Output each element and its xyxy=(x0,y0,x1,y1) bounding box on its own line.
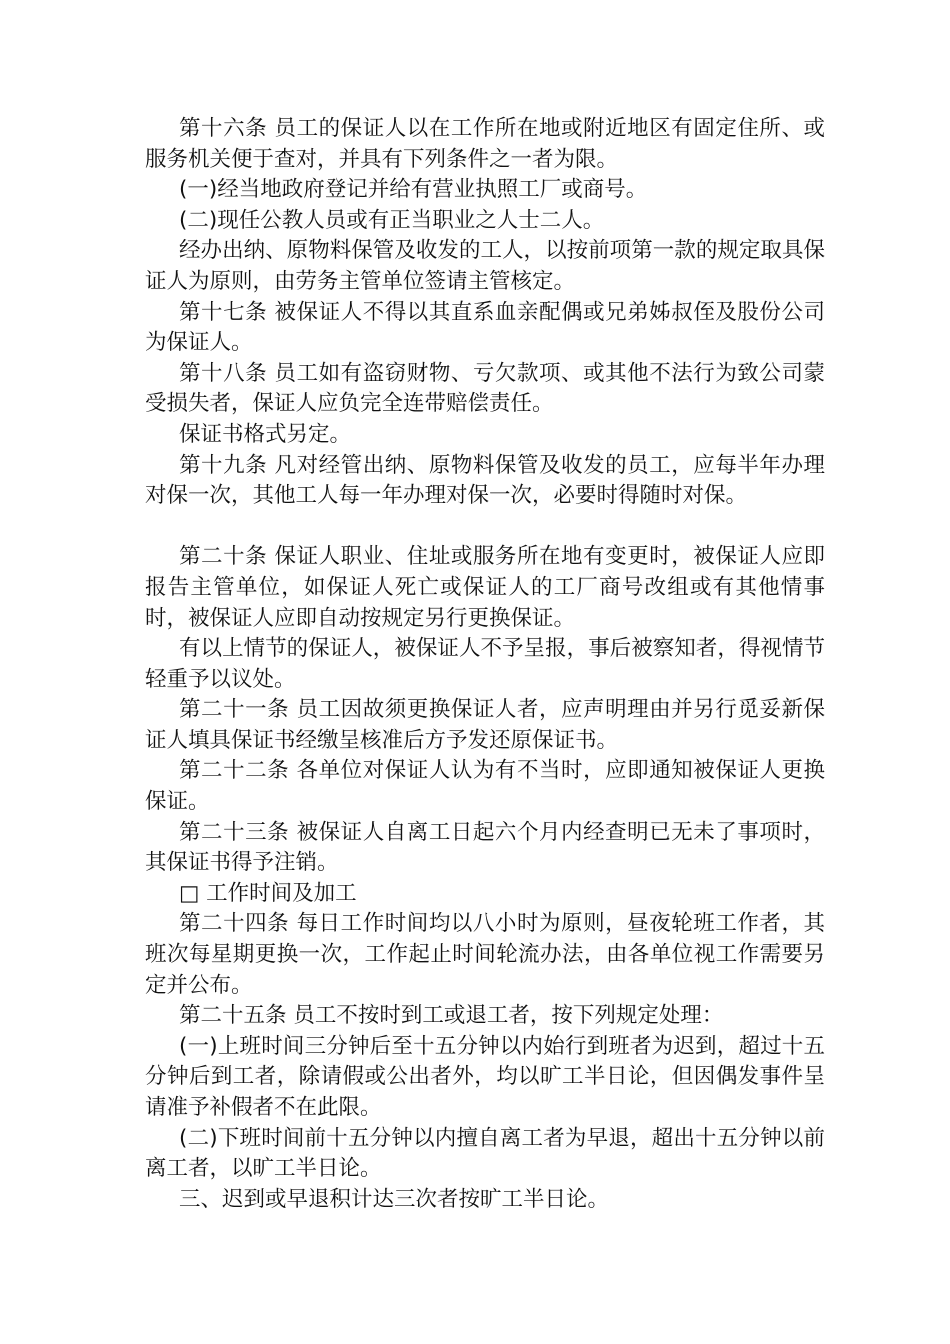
document-page xyxy=(145,114,825,1215)
article-25: 第二十五条 员工不按时到工或退工者，按下列规定处理： xyxy=(179,1003,724,1029)
article-18-note: 保证书格式另定。 xyxy=(179,421,352,447)
article-19: 第十九条 凡对经管出纳、原物料保管及收发的员工，应每半年办理对保一次，其他工人每一年办理对保一次，必要时得随时对保。 xyxy=(145,452,825,509)
article-20: 第二十条 保证人职业、住址或服务所在地有变更时，被保证人应即报告主管单位，如保证人死亡或保证人的工厂商号改组或有其他情事时，被保证人应即自动按规定另行更换保证。 xyxy=(145,544,825,631)
article-16-item-1: (一)经当地政府登记并给有营业执照工厂或商号。 xyxy=(179,177,648,203)
article-16: 第十六条 员工的保证人以在工作所在地或附近地区有固定住所、或服务机关便于查对，并具有下列条件之一者为限。 xyxy=(145,116,825,172)
article-22: 第二十二条 各单位对保证人认为有不当时，应即通知被保证人更换保证。 xyxy=(145,758,825,815)
article-18: 第十八条 员工如有盗窃财物、亏欠款项、或其他不法行为致公司蒙受损失者，保证人应负完全连带赔偿责任。 xyxy=(145,360,825,417)
article-23: 第二十三条 被保证人自离工日起六个月内经查明已无未了事项时，其保证书得予注销。 xyxy=(145,819,825,876)
article-25-item-3: 三、迟到或早退积计达三次者按旷工半日论。 xyxy=(179,1186,610,1212)
article-17: 第十七条 被保证人不得以其直系血亲配偶或兄弟姊叔侄及股份公司为保证人。 xyxy=(145,299,825,356)
section-heading-work-hours: □ 工作时间及加工 xyxy=(179,880,357,906)
article-21: 第二十一条 员工因故须更换保证人者，应声明理由并另行觅妥新保证人填具保证书经缴呈核准后方予发还原保证书。 xyxy=(145,697,825,753)
article-20-note: 有以上情节的保证人，被保证人不予呈报，事后被察知者，得视情节轻重予以议处。 xyxy=(145,636,825,692)
article-16-item-2: (二)现任公教人员或有正当职业之人士二人。 xyxy=(179,207,605,233)
article-16-note: 经办出纳、原物料保管及收发的工人，以按前项第一款的规定取具保证人为原则，由劳务主管单位签请主管核定。 xyxy=(145,238,825,294)
article-24: 第二十四条 每日工作时间均以八小时为原则，昼夜轮班工作者，其班次每星期更换一次，工作起止时间轮流办法，由各单位视工作需要另定并公布。 xyxy=(145,911,825,998)
article-25-item-1: (一)上班时间三分钟后至十五分钟以内始行到班者为迟到，超过十五分钟后到工者，除请假或公出者外，均以旷工半日论，但因偶发事件呈请准予补假者不在此限。 xyxy=(145,1033,825,1120)
article-25-item-2: (二)下班时间前十五分钟以内擅自离工者为早退，超出十五分钟以前离工者，以旷工半日论。 xyxy=(145,1125,825,1182)
